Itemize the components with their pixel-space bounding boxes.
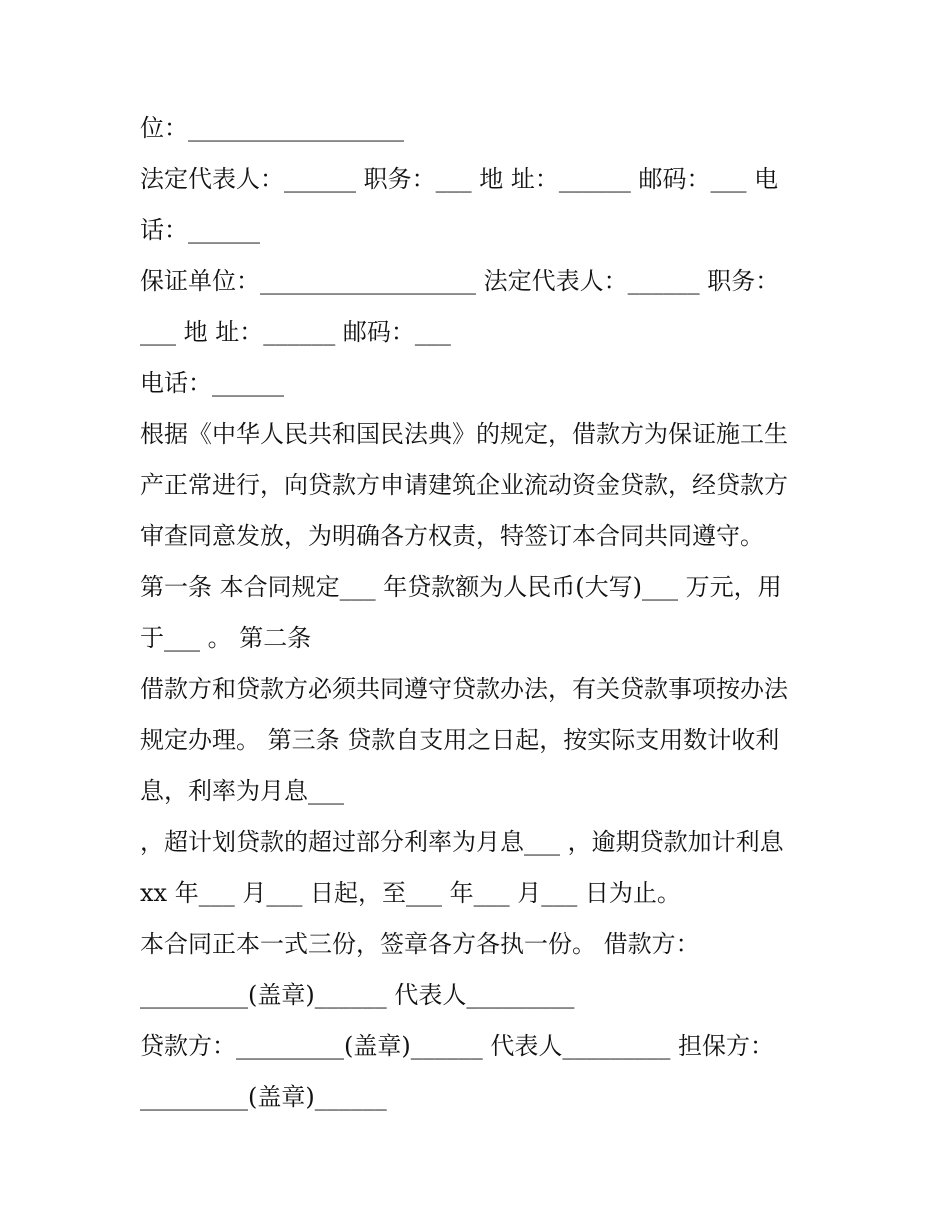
text-line: _________(盖章)______ 代表人_________ xyxy=(140,981,575,1009)
text-line: 于___ 。 第二条 xyxy=(140,624,312,652)
text-line: 第一条 本合同规定___ 年贷款额为人民币(大写)___ 万元，用 xyxy=(140,573,782,601)
text-line: 贷款方：_________(盖章)______ 代表人_________ 担保方： xyxy=(140,1032,774,1060)
text-line: 息，利率为月息___ xyxy=(140,777,344,805)
text-line: _________(盖章)______ xyxy=(140,1083,387,1111)
text-line: 话：______ xyxy=(140,216,260,244)
text-line: 法定代表人：______ 职务：___ 地 址：______ 邮码：___ 电 xyxy=(140,165,779,193)
text-line: ___ 地 址：______ 邮码：___ xyxy=(140,318,451,346)
text-line: 审查同意发放，为明确各方权责，特签订本合同共同遵守。 xyxy=(140,522,764,550)
text-line: 本合同正本一式三份，签章各方各执一份。 借款方： xyxy=(140,930,700,958)
text-line: 位：__________________ xyxy=(140,114,404,142)
text-line: 产正常进行，向贷款方申请建筑企业流动资金贷款，经贷款方 xyxy=(140,471,788,499)
text-line: 电话：______ xyxy=(140,369,284,397)
text-line: 保证单位：__________________ 法定代表人：______ 职务： xyxy=(140,267,780,295)
contract-text xyxy=(140,103,820,1123)
text-line: 规定办理。 第三条 贷款自支用之日起，按实际支用数计收利 xyxy=(140,726,780,754)
text-line: ，超计划贷款的超过部分利率为月息___ ，逾期贷款加计利息 xyxy=(140,828,784,856)
text-line: 根据《中华人民共和国民法典》的规定，借款方为保证施工生 xyxy=(140,420,788,448)
text-line: xx 年___ 月___ 日起，至___ 年___ 月___ 日为止。 xyxy=(140,879,681,907)
text-line: 借款方和贷款方必须共同遵守贷款办法，有关贷款事项按办法 xyxy=(140,675,788,703)
